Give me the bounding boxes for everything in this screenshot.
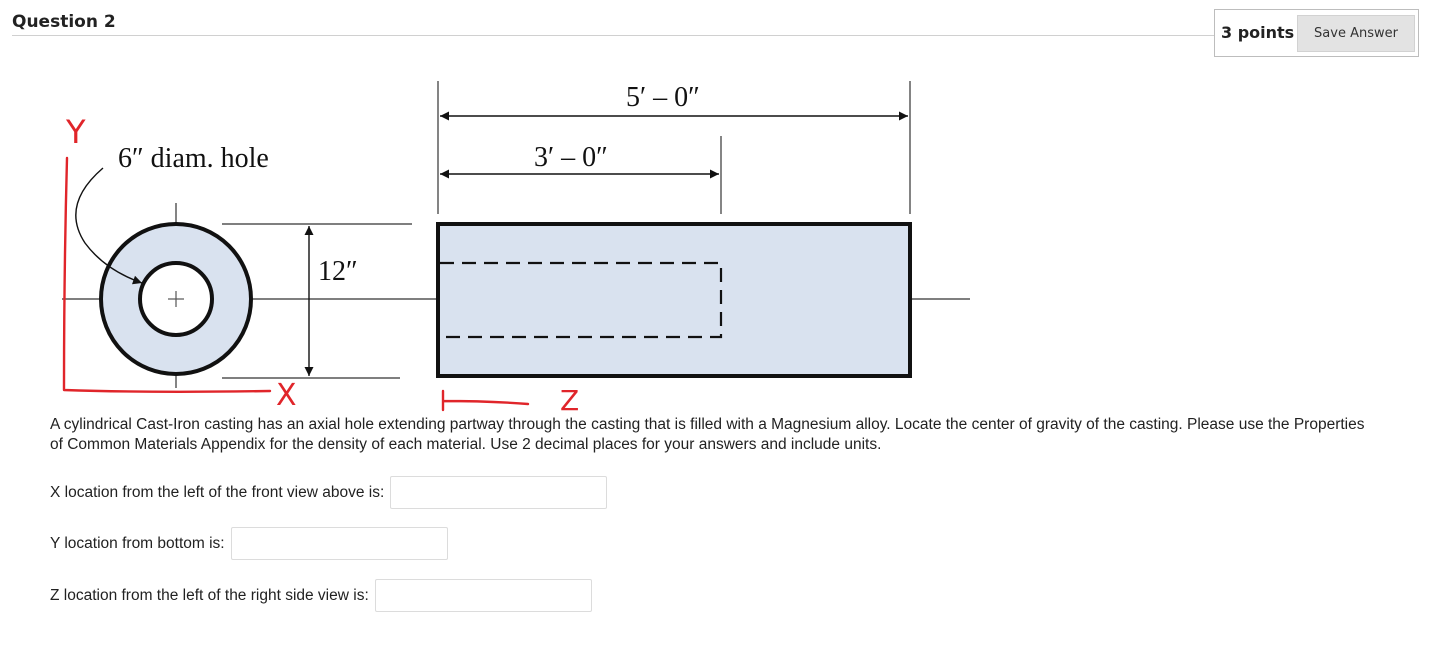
overall-length-label: 5′ – 0″ xyxy=(626,82,700,113)
hole-depth-label: 3′ – 0″ xyxy=(534,142,608,173)
y-location-label: Y location from bottom is: xyxy=(50,534,225,552)
save-answer-button[interactable]: Save Answer xyxy=(1297,15,1415,52)
x-location-row xyxy=(50,476,607,509)
casting-side-view xyxy=(438,224,910,376)
points-value: 3 points xyxy=(1221,23,1295,42)
height-label: 12″ xyxy=(318,256,358,287)
hole-label: 6″ diam. hole xyxy=(118,143,269,174)
axis-z-label: Z xyxy=(560,384,580,412)
z-location-row xyxy=(50,579,592,612)
y-location-input[interactable] xyxy=(231,527,448,560)
axis-x-label: X xyxy=(276,378,297,412)
x-location-label: X location from the left of the front view above is: xyxy=(50,483,385,501)
y-location-row xyxy=(50,527,448,560)
z-location-label: Z location from the left of the right side view is: xyxy=(50,586,369,604)
question-title: Question 2 xyxy=(12,12,116,32)
z-location-input[interactable] xyxy=(375,579,592,612)
z-axis-red xyxy=(443,391,528,410)
x-location-input[interactable] xyxy=(390,476,607,509)
points-panel xyxy=(1214,9,1419,57)
axis-y-label: Y xyxy=(66,113,86,151)
question-prompt: A cylindrical Cast-Iron casting has an axial hole extending partway through the casting that is filled with a Magnesium alloy. Locate the center of gravity of the casting. Please use the Properties of Common Materials Appendix for the density of each material. Use 2 decimal places for your answers and include units. xyxy=(50,416,1365,453)
casting-diagram xyxy=(0,0,1000,412)
